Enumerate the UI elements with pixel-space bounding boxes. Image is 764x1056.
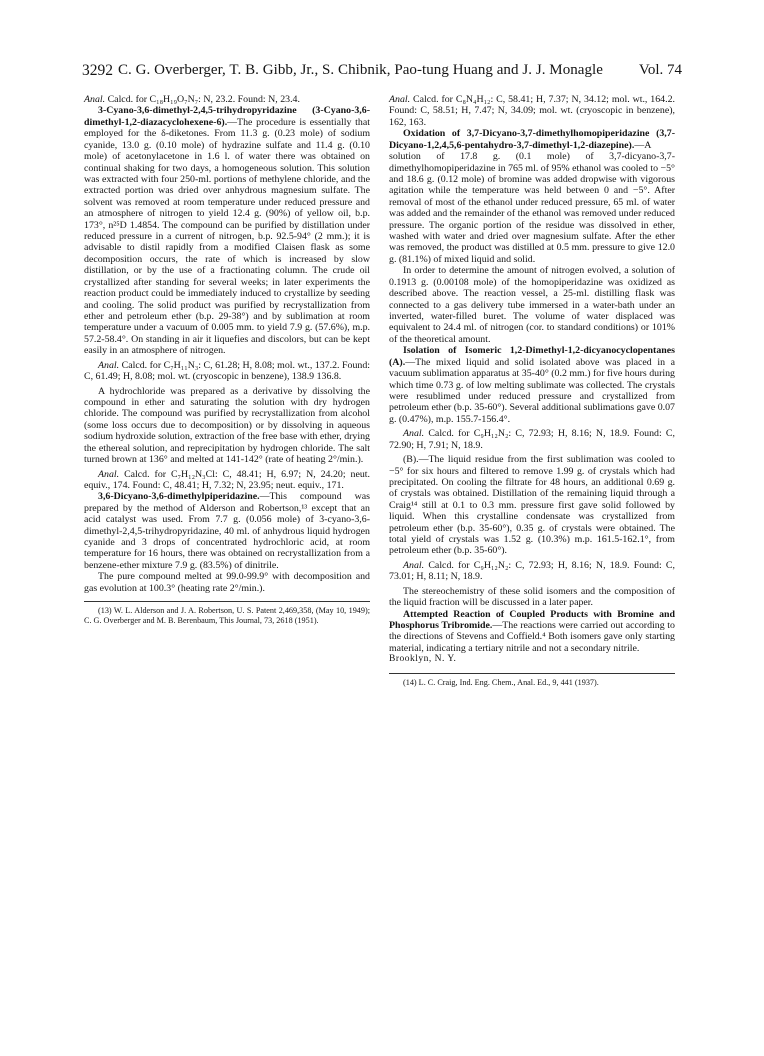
anal-label: Anal. — [403, 428, 425, 440]
footnote: (14) L. C. Craig, Ind. Eng. Chem., Anal. Ed., 9, 441 (1937). — [403, 677, 599, 687]
anal-label: Anal. — [98, 468, 120, 480]
anal-label: Anal. — [98, 359, 120, 371]
right-column — [389, 94, 675, 688]
section-paragraph — [389, 609, 675, 655]
body-paragraph: The stereochemistry of these solid isomers and the composition of the liquid fraction will be discussed in a later paper. — [389, 585, 675, 609]
footnote: (13) W. L. Alderson and J. A. Robertson, U. S. Patent 2,469,358, (May 10, 1949); C. G. Overberger and M. B. Berenbaum, This Journal, 73, 2618 (1951). — [84, 606, 370, 626]
volume-label: Vol. 74 — [638, 62, 682, 78]
analysis-paragraph: Anal. Calcd. for C₉H₁₂N₂: C, 72.93; H, 8.16; N, 18.9. Found: C, 72.90; H, 7.91; N, 18.9. — [389, 428, 675, 451]
compound-heading: Attempted Reaction of Coupled Products with Bromine and Phosphorus Tribromide. — [389, 608, 675, 631]
compound-heading: 3,6-Dicyano-3,6-dimethylpiperidazine. — [98, 491, 260, 503]
running-authors: C. G. Overberger, T. B. Gibb, Jr., S. Chibnik, Pao-tung Huang and J. J. Monagle — [118, 62, 603, 78]
paragraph-body: —The mixed liquid and solid isolated above was placed in a vacuum sublimation apparatus at 35-40° (0.2 mm.) for five hours during which time 0.73 g. of low melting sublimate was collected. The crystals were resublimed under reduced pressure and crystallized from petroleum ether (b.p. 35-60°). Several additional sublimations gave 0.07 g. (0.47%), m.p. 155.7-156.4°. — [389, 356, 675, 425]
section-paragraph — [389, 128, 675, 265]
anal-label: Anal. — [84, 94, 106, 105]
body-paragraph: In order to determine the amount of nitrogen evolved, a solution of 0.1913 g. (0.00108 mole) of the homopiperidazine was oxidized as described above. The reaction vessel, a 25-ml. distilling flask was connected to a gas delivery tube immersed in a water-bath under an inverted, water-filled buret. The volume of water displaced was equivalent to 24.4 ml. of nitrogen (cor. to standard conditions) or 101% of the theoretical amount. — [389, 265, 675, 345]
paragraph-body: —The procedure is essentially that employed for the δ-diketones. From 11.3 g. (0.23 mole) of sodium cyanide, 13.0 g. (0.10 mole) of hydrazine sulfate and 11.4 g. (0.10 mole) of acetonylacetone in 1.6 l. of water there was obtained on continual shaking for two days, a homogeneous solution. This solution was extracted with four 250-ml. portions of methylene chloride, and the extracted portion was dried over anhydrous magnesium sulfate. The solvent was removed at room temperature under reduced pressure and an atmosphere of nitrogen to yield 12.4 g. (90%) of yellow oil, b.p. 173°, n²⁵D 1.4854. The compound can be purified by distillation under reduced pressure in a current of nitrogen, b.p. 92.5-94° (2 mm.); it is advisable to distil rapidly from a modified Claisen flask as some decomposition occurs, the rate of which is increased by slow distillation, or by the use of a fractionating column. The crude oil crystallized after standing for several weeks; in later experiments the reaction product could be immediately induced to crystallize by seeding and cooling. The solid product was purified by recrystallization from ether and petroleum ether (b.p. 29-38°) and by sublimation at room temperature under a vacuum of 0.005 mm. to yield 7.9 g. (57.6%), m.p. 57.2-58.4°. On standing in air it liquefies and discolors, but can be kept easily in an atmosphere of nitrogen. — [84, 116, 370, 357]
compound-heading: Isolation of Isomeric 1,2-Dimethyl-1,2-dicyanocyclopentanes (A). — [389, 345, 675, 368]
analysis-paragraph: Anal. Calcd. for C₇H₁₂N₃Cl: C, 48.41; H, 6.97; N, 24.20; neut. equiv., 174. Found: C, 48.41; H, 7.32; N, 23.95; neut. equiv., 171. — [84, 468, 370, 491]
compound-heading: Oxidation of 3,7-Dicyano-3,7-dimethylhomopiperidazine (3,7-Dicyano-1,2,4,5,6-pentahydro-3,7-dimethyl-1,2-diazepine). — [389, 128, 675, 151]
body-paragraph: A hydrochloride was prepared as a derivative by dissolving the compound in ether and saturating the solution with dry hydrogen chloride. The compound was purified by recrystallization from alcohol (some loss occurs due to decomposition) or by dissolving in aqueous sodium hydroxide solution, extraction of the free base with ether, drying the ethereal solution, and reprecipitation by hydrogen chloride. The salt turned brown at 136° and melted at 141-142° (rate of heating 2°/min.). — [84, 385, 370, 466]
anal-label: Anal. — [389, 94, 411, 105]
analysis-paragraph: Anal. Calcd. for C₈N₄H₁₂: C, 58.41; H, 7.37; N, 34.12; mol. wt., 164.2. Found: C, 58.51; H, 7.47; N, 34.09; mol. wt. (cryoscopic in benzene), 162, 163. — [389, 94, 675, 128]
page-header — [82, 62, 682, 84]
compound-heading: 3-Cyano-3,6-dimethyl-2,4,5-trihydropyridazine (3-Cyano-3,6-dimethyl-1,2-diazacyclohexene-6). — [84, 105, 370, 128]
page-number: 3292 — [82, 62, 113, 79]
anal-label: Anal. — [403, 559, 425, 571]
body-paragraph: The pure compound melted at 99.0-99.9° with decomposition and gas evolution at 100.3° (heating rate 2°/min.). — [84, 571, 370, 594]
footnote-rule — [389, 673, 675, 674]
section-paragraph — [84, 491, 370, 571]
analysis-paragraph: Anal. Calcd. for C₉H₁₂N₂: C, 72.93; H, 8.16; N, 18.9. Found: C, 73.01; H, 8.11; N, 18.9. — [389, 559, 675, 583]
analysis-paragraph: Anal. Calcd. for C₇H₁₁N₃: C, 61.28; H, 8.08; mol. wt., 137.2. Found: C, 61.49; H, 8.08; mol. wt. (cryoscopic in benzene), 138.9 136.8. — [84, 359, 370, 383]
section-paragraph — [389, 345, 675, 425]
footnote-rule — [84, 601, 370, 602]
paragraph-body: —A solution of 17.8 g. (0.1 mole) of 3,7-dicyano-3,7-dimethylhomopiperidazine in 765 ml. of 95% ethanol was cooled to −5° and 18.6 g. (0.12 mole) of bromine was added dropwise with vigorous agitation while the temperature was held between 0 and −5°. After removal of most of the ethanol under reduced pressure, 65 ml. of water was added and the remainder of the ethanol was removed under reduced pressure. The organic portion of the residue was dissolved in ether, washed with water and dried over magnesium sulfate. After the ether was removed, the product was distilled at 0.5 mm. pressure to give 12.0 g. (81.1%) of mixed liquid and solid. — [389, 139, 675, 265]
location-signature: Brooklyn, N. Y. — [389, 654, 457, 665]
paragraph-body: —This compound was prepared by the method of Alderson and Robertson,¹³ except that an acid catalyst was used. From 7.7 g. (0.056 mole) of 3-cyano-3,6-dimethyl-2,4,5-trihydropyridazine, 40 ml. of anhydrous liquid hydrogen cyanide and 3 drops of concentrated hydrochloric acid, at room temperature for 16 hours, there was obtained on recrystallization from a benzene-ether mixture 7.9 g. (83.5%) of dinitrile. — [84, 491, 370, 571]
section-paragraph — [84, 105, 370, 356]
paragraph-body: —The reactions were carried out according to the directions of Stevens and Coffield.⁴ Both isomers gave only starting material, indicating a tertiary nitrile and not a secondary nitrile. — [389, 619, 675, 654]
analysis-paragraph: Anal. Calcd. for C₁₈H₁₉O₇N₇: N, 23.2. Found: N, 23.4. — [84, 94, 300, 105]
body-paragraph: (B).—The liquid residue from the first sublimation was cooled to −5° for six hours and filtered to remove 1.99 g. of crystals which had precipitated. On cooling the filtrate for 48 hours, an additional 0.69 g. of crystals was obtained. Distillation of the remaining liquid through a Craig¹⁴ still at 0.1 to 0.3 mm. pressure first gave solid followed by liquid. When this crystalline condensate was crystallized from petroleum ether (b.p. 35-60°), 0.35 g. of crystals were obtained. The total yield of crystals was 1.52 g. (10.3%) m.p. 161.5-162.1°, from petroleum ether (b.p. 35-60°). — [389, 454, 675, 557]
left-column — [84, 94, 370, 626]
